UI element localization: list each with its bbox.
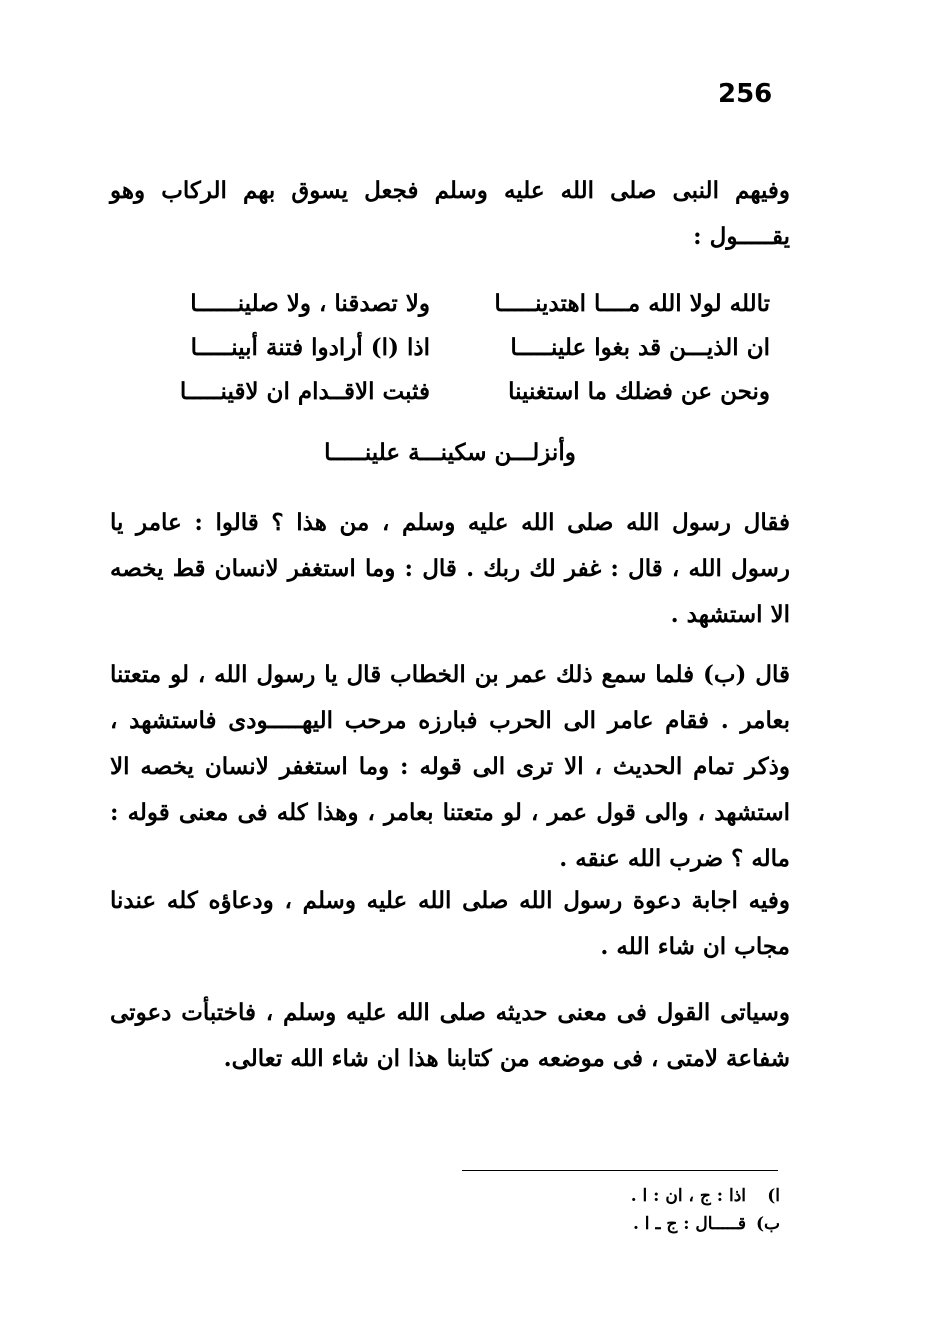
footnote-divider [462,1170,778,1171]
verse-first-hemistich: ونحن عن فضلك ما استغنينا [508,378,770,405]
body-paragraph: فقال رسول الله صلى الله عليه وسلم ، من هذا ؟ قالوا : عامر يا رسول الله ، قال : غفر لك ربك . قال : وما استغفر لانسان قط يخصه الا استشهد . [110,509,790,628]
body-paragraph: وفيه اجابة دعوة رسول الله صلى الله عليه وسلم ، ودعاؤه كله عندنا مجاب ان شاء الله . [110,887,790,960]
verse-second-hemistich: فثبت الاقــدام ان لاقينـــــا [179,378,430,405]
footnote [462,1210,780,1238]
verse-second-hemistich: اذا (ا) أرادوا فتنة أبينـــــا [190,334,430,361]
body-paragraph: وسياتى القول فى معنى حديثه صلى الله عليه وسلم ، فاختبأت دعوتى شفاعة لامتى ، فى موضعه من كتابنا هذا ان شاء الله تعالى. [110,999,790,1072]
poem-verse [110,282,770,326]
footnote [462,1182,780,1210]
verse-first-hemistich: تالله لولا الله مــــا اهتدينـــــا [494,290,770,317]
footnote-marker: ا) [767,1186,780,1206]
body-paragraph: قال (ب) فلما سمع ذلك عمر بن الخطاب قال يا رسول الله ، لو متعتنا بعامر . فقام عامر الى الحرب فبارزه مرحب اليهـــــودى فاستشهد ، وذكر تمام الحديث ، الا ترى الى قوله : وما استغفر لانسان يخصه الا استشهد ، والى قول عمر ، لو متعتنا بعامر ، وهذا كله فى معنى قوله : ماله ؟ ضرب الله عنقه . [110,661,790,872]
verse-first-hemistich: ان الذيـــن قد بغوا علينـــــا [510,334,770,361]
page-number: 256 [718,79,773,109]
poem-verse [110,370,770,414]
footnotes [462,1182,780,1238]
poem-verse [110,326,770,370]
intro-paragraph: وفيهم النبى صلى الله عليه وسلم فجعل يسوق بهم الركاب وهو يقـــــول : [110,177,790,250]
footnote-text: اذا : ج ، ان : ا . [630,1186,746,1206]
poem-final-verse: وأنزلـــن سكينـــة علينـــــا [324,439,576,466]
verse-second-hemistich: ولا تصدقنا ، ولا صلينــــــا [190,290,430,317]
poem [110,282,770,414]
footnote-text: قـــــال : ج ـ ا . [632,1214,746,1234]
footnote-marker: ب) [755,1214,780,1234]
